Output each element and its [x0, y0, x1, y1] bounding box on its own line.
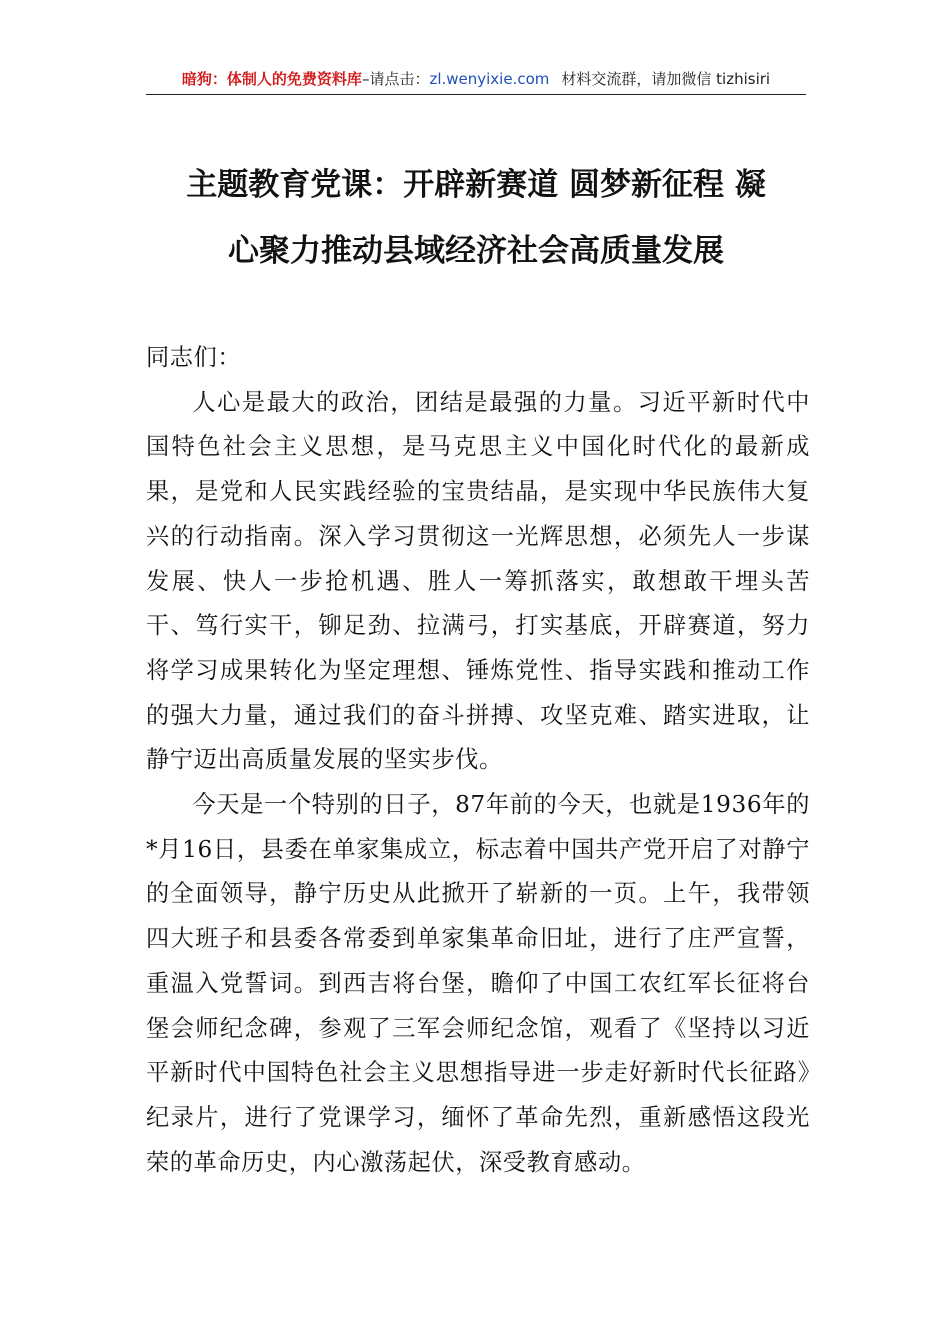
header-click-prefix: –请点击：	[361, 70, 430, 88]
header-group-text: 材料交流群，请加微信 tizhisiri	[561, 70, 771, 88]
document-body	[146, 336, 810, 1185]
paragraph-2: 今天是一个特别的日子，87年前的今天，也就是1936年的*月16日，县委在单家集成立，标志着中国共产党开启了对静宁的全面领导，静宁历史从此掀开了崭新的一页。上午，我带领四大班子和县委各常委到单家集革命旧址，进行了庄严宣誓，重温入党誓词。到西吉将台堡，瞻仰了中国工农红军长征将台堡会师纪念碑，参观了三军会师纪念馆，观看了《坚持以习近平新时代中国特色社会主义思想指导进一步走好新时代长征路》纪录片，进行了党课学习，缅怀了革命先烈，重新感悟这段光荣的革命历史，内心激荡起伏，深受教育感动。	[146, 791, 810, 1176]
document-title	[146, 152, 806, 284]
header-brand: 暗狗：体制人的免费资料库	[181, 70, 362, 88]
page-header	[146, 68, 806, 95]
paragraph-1: 人心是最大的政治，团结是最强的力量。习近平新时代中国特色社会主义思想，是马克思主义中国化时代化的最新成果，是党和人民实践经验的宝贵结晶，是实现中华民族伟大复兴的行动指南。深入学习贯彻这一光辉思想，必须先人一步谋发展、快人一步抢机遇、胜人一筹抓落实，敢想敢干埋头苦干、笃行实干，铆足劲、拉满弓，打实基底，开辟赛道，努力将学习成果转化为坚定理想、锤炼党性、指导实践和推动工作的强大力量，通过我们的奋斗拼搏、攻坚克难、踏实进取，让静宁迈出高质量发展的坚实步伐。	[146, 388, 810, 774]
title-line-2: 心聚力推动县域经济社会高质量发展	[228, 233, 724, 269]
header-url-link[interactable]: zl.wenyixie.com	[429, 70, 550, 88]
title-line-1: 主题教育党课：开辟新赛道 圆梦新征程 凝	[186, 167, 766, 203]
greeting: 同志们：	[146, 344, 242, 371]
